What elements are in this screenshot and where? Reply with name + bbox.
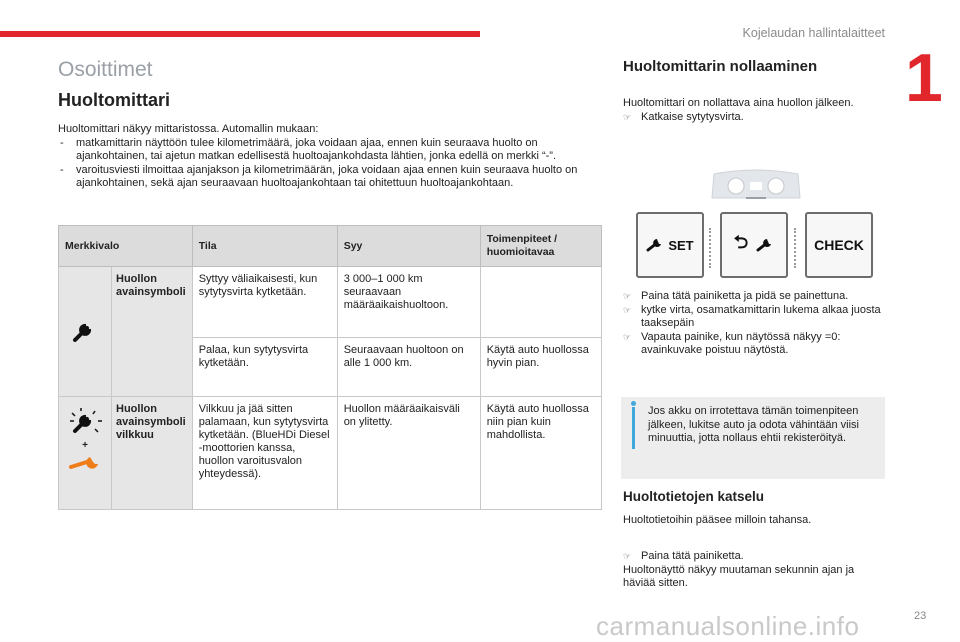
plus-sign: + (82, 440, 88, 451)
check-button[interactable] (805, 212, 873, 278)
state-label: Huollon avainsymboli (112, 267, 193, 397)
cell-toimenpide (480, 267, 601, 338)
flashing-wrench-icon (67, 407, 103, 437)
reset-section-title: Huoltomittarin nollaaminen (623, 58, 818, 75)
info-box (621, 397, 885, 479)
header-red-bar (0, 31, 480, 37)
reset-intro (623, 97, 888, 124)
bullet-item: ☞ Vapauta painike, kun näytössä näkyy =0: avainkuvake poistuu näytöstä. (623, 331, 888, 358)
intro-text (58, 123, 603, 191)
page-title: Huoltomittari (58, 90, 170, 110)
info-icon (631, 401, 636, 406)
divider (709, 228, 713, 268)
table-row (59, 397, 602, 510)
cell-toimenpide: Käytä auto huollossa niin pian kuin mahdollista. (480, 397, 601, 510)
set-label: SET (668, 237, 694, 253)
wrench-icon (70, 315, 100, 345)
view-info-text (623, 514, 888, 528)
col-header-toimenpiteet: Toimenpiteet / huomioitavaa (480, 226, 601, 267)
cell-tila: Palaa, kun sytytysvirta kytketään. (192, 338, 337, 397)
cell-syy: 3 000–1 000 km seuraavaan määräaikaishuoltoon. (337, 267, 480, 338)
cell-syy: Huollon määräaikaisväli on ylitetty. (337, 397, 480, 510)
set-button[interactable] (636, 212, 704, 278)
bullet-item: ☞ Paina tätä painiketta. (623, 550, 888, 564)
table-row (59, 267, 602, 338)
list-item: - matkamittarin näyttöön tulee kilometrimäärä, joka voidaan ajaa, ennen kuin seuraava huolto on ajankohtainen, tai ajetun matkan edellisestä huoltoajankohdasta lähtien, jonka edellä on merkki “-”. (58, 137, 603, 164)
info-bar (632, 407, 635, 449)
list-item: - varoitusviesti ilmoittaa ajanjakson ja kilometrimäärän, joka voidaan ajaa ennen kuin seuraava huolto on ajankohtainen, sekä ajan seuraavaan huoltoajankohtaan tai ohitettuun huoltoajankohtaan. (58, 164, 603, 191)
cell-tila: Vilkkuu ja jää sitten palamaan, kun sytytysvirta kytketään. (BlueHDi Diesel -moottorien kanssa, huollon varoitusvalon yhteydessä). (192, 397, 337, 510)
watermark: carmanualsonline.info (596, 611, 860, 641)
col-header-tila: Tila (192, 226, 337, 267)
header-title: Kojelaudan hallintalaitteet (742, 26, 885, 40)
intro-list (58, 137, 603, 191)
cell-tila: Syttyy väliaikaisesti, kun sytytysvirta kytketään. (192, 267, 337, 338)
wrench-icon (756, 238, 774, 252)
flashing-wrench-icon-cell (59, 397, 112, 510)
info-text: Jos akku on irrotettava tämän toimenpiteen jälkeen, lukitse auto ja odota vähintään viisi minuuttia, jotta nollaus ehtii rekisteröityä. (648, 405, 859, 444)
instrument-cluster-icon (708, 168, 804, 202)
service-indicator-table (58, 225, 602, 510)
bullet-item: ☞ kytke virta, osamatkamittarin lukema alkaa juosta taaksepäin (623, 304, 888, 331)
table-header-row (59, 226, 602, 267)
bullet-item: ☞ Katkaise sytytysvirta. (623, 111, 888, 125)
col-header-merkkivalo: Merkkivalo (59, 226, 193, 267)
section-title: Osoittimet (58, 58, 153, 81)
reset-steps (623, 290, 888, 358)
view-paragraph: Huoltotietoihin pääsee milloin tahansa. (623, 514, 812, 526)
view-paragraph: Huoltonäyttö näkyy muutaman sekunnin ajan ja häviää sitten. (623, 563, 855, 589)
reset-paragraph: Huoltomittari on nollattava aina huollon jälkeen. (623, 97, 854, 109)
orange-wrench-icon (68, 455, 102, 473)
chapter-number: 1 (905, 40, 943, 116)
check-label: CHECK (814, 237, 864, 253)
return-arrow-icon: ⮌ (733, 232, 749, 252)
wrench-icon (646, 238, 664, 252)
bullet-item: ☞ Paina tätä painiketta ja pidä se painettuna. (623, 290, 888, 304)
wrench-icon-cell (59, 267, 112, 397)
cell-syy: Seuraavaan huoltoon on alle 1 000 km. (337, 338, 480, 397)
page-number: 23 (914, 610, 927, 622)
divider (794, 228, 798, 268)
cell-toimenpide: Käytä auto huollossa hyvin pian. (480, 338, 601, 397)
state-label: Huollon avainsymboli vilkkuu (112, 397, 193, 510)
col-header-syy: Syy (337, 226, 480, 267)
intro-paragraph: Huoltomittari näkyy mittaristossa. Automallin mukaan: (58, 123, 319, 135)
subsection-title: Huoltotietojen katselu (623, 489, 765, 504)
reset-button[interactable] (720, 212, 788, 278)
view-steps (623, 550, 888, 591)
